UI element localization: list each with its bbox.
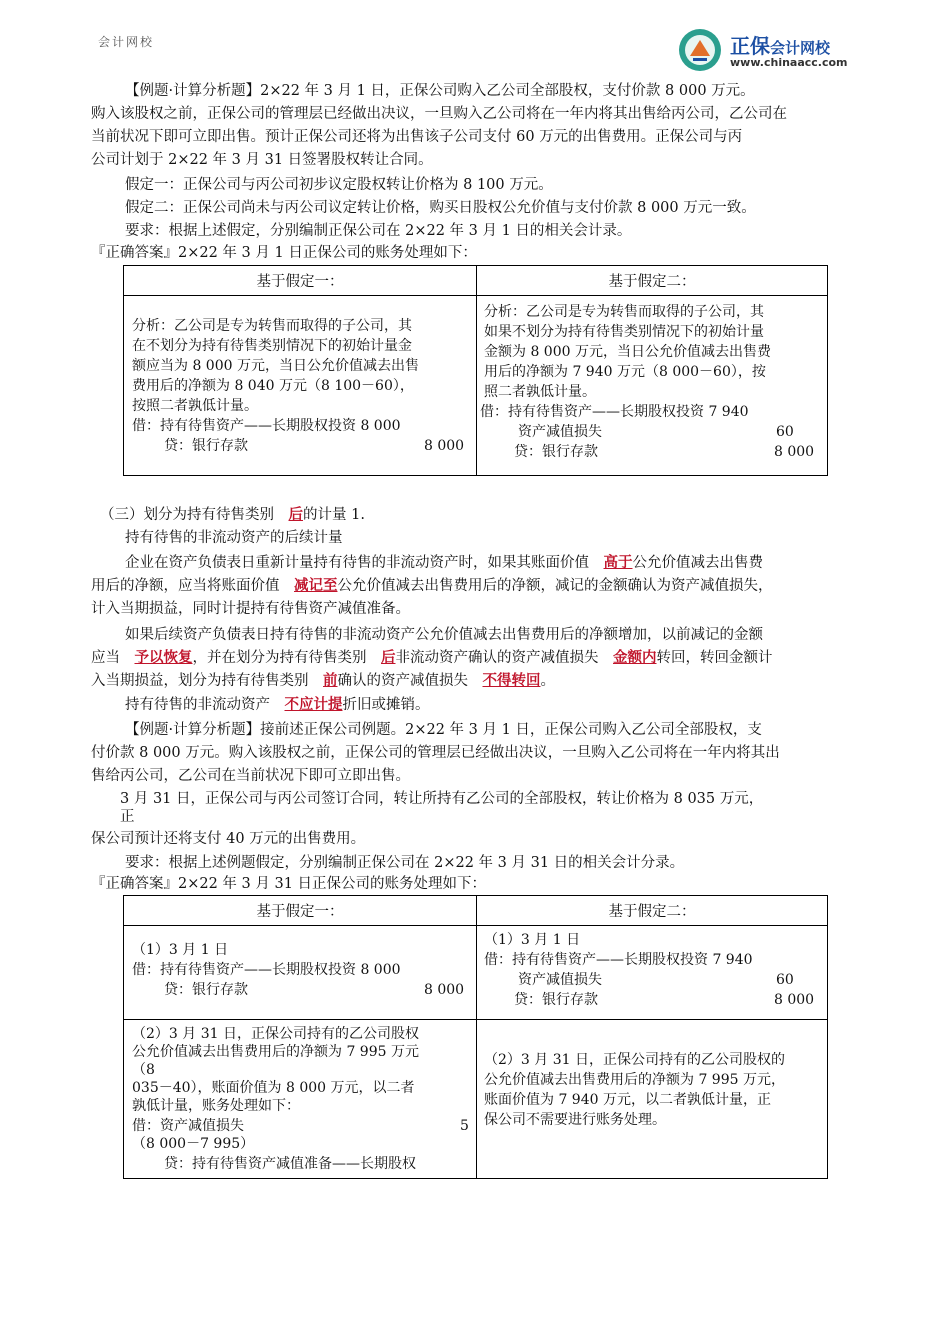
para2-line-2 xyxy=(91,647,773,669)
p1-keyword-writedown: 减记至 xyxy=(294,577,338,594)
t1l-credit: 贷：银行存款 xyxy=(164,438,248,454)
t1r-loss-amount: 60 xyxy=(776,424,794,440)
table1-header-left: 基于假定一： xyxy=(124,266,477,296)
para3 xyxy=(125,694,430,716)
section-title-post: 的计量 1. xyxy=(303,507,365,523)
para1-line-1 xyxy=(125,552,763,574)
ex2-line-6: 保公司预计还将支付 40 万元的出售费用。 xyxy=(91,831,366,847)
p2-text: 入当期损益，划分为持有待售类别 xyxy=(91,673,309,689)
table2-r2-right xyxy=(477,1020,828,1179)
t2-r1r-debit: 借：持有待售资产——长期股权投资 7 940 xyxy=(484,952,753,968)
table1-cell-left xyxy=(124,296,477,476)
p1-text: 企业在资产负债表日重新计量持有待售的非流动资产时，如果其账面价值 xyxy=(125,555,589,571)
ex2-requirement: 要求：根据上述例题假定，分别编制正保公司在 2×22 年 3 月 31 日的相关会计分录。 xyxy=(125,855,685,871)
t2-r2l-credit: 贷：持有待售资产减值准备——长期股权 xyxy=(164,1156,416,1172)
t2-r1l-debit: 借：持有待售资产——长期股权投资 8 000 xyxy=(132,962,401,978)
table1-header-right: 基于假定二： xyxy=(477,266,828,296)
p2-keyword-after: 后 xyxy=(381,649,396,666)
ex1-line-4: 公司计划于 2×22 年 3 月 31 日签署股权转让合同。 xyxy=(91,152,433,168)
p3-text: 折旧或摊销。 xyxy=(342,697,430,713)
p2-text: 。 xyxy=(540,673,555,689)
t1l-line: 在不划分为持有待售类别情况下的初始计量金 xyxy=(132,338,412,354)
p1-keyword-higher: 高于 xyxy=(603,554,633,571)
ex1-line-3: 当前状况下即可立即出售。预计正保公司还将为出售该子公司支付 60 万元的出售费用。正保公司与丙 xyxy=(91,129,743,145)
ex1-line-2: 购入该股权之前，正保公司的管理层已经做出决议，一旦购入乙公司将在一年内将其出售给丙公司，乙公司在 xyxy=(91,106,787,122)
table2-header-left: 基于假定一： xyxy=(124,896,477,926)
t1r-credit: 贷：银行存款 xyxy=(514,444,598,460)
t2-r2r-line: 公允价值减去出售费用后的净额为 7 995 万元， xyxy=(484,1072,785,1088)
ex1-assumption-1: 假定一：正保公司与丙公司初步议定股权转让价格为 8 100 万元。 xyxy=(125,177,553,193)
t2-r2r-line: 保公司不需要进行账务处理。 xyxy=(484,1112,666,1128)
section-title-pre: （三）划分为持有待售类别 xyxy=(100,507,274,523)
p1-text: 公允价值减去出售费 xyxy=(632,555,763,571)
para1-line-2 xyxy=(91,575,773,597)
p1-text: 公允价值减去出售费用后的净额，减记的金额确认为资产减值损失， xyxy=(337,578,773,594)
ex2-line-5: 正 xyxy=(120,809,135,825)
t1r-line: 照二者孰低计量。 xyxy=(484,384,596,400)
page-top-fragment: 会计网校 xyxy=(98,35,155,49)
t2-r2l-line: （2）3 月 31 日，正保公司持有的乙公司股权 xyxy=(132,1026,419,1042)
t1l-line: 分析：乙公司是专为转售而取得的子公司，其 xyxy=(132,318,412,334)
t2-r1r-loss-amount: 60 xyxy=(776,972,794,988)
t2-r2l-debit: 借：资产减值损失 xyxy=(132,1118,244,1134)
ex1-answer-title: 『正确答案』2×22 年 3 月 1 日正保公司的账务处理如下： xyxy=(91,245,477,261)
t2-r2l-line: 035－40），账面价值为 8 000 万元，以二者 xyxy=(132,1080,415,1096)
ex1-requirement: 要求：根据上述假定，分别编制正保公司在 2×22 年 3 月 1 日的相关会计录。 xyxy=(125,223,632,239)
answer-table-1 xyxy=(123,265,828,476)
para1-line-3: 计入当期损益，同时计提持有待售资产减值准备。 xyxy=(91,601,410,617)
p3-keyword-no-depreciation: 不应计提 xyxy=(284,696,343,713)
answer-table-2 xyxy=(123,895,828,1179)
t1l-line: 额应当为 8 000 万元，当日公允价值减去出售 xyxy=(132,358,419,374)
ex2-line-2: 付价款 8 000 万元。购入该股权之前，正保公司的管理层已经做出决议，一旦购入乙公司将在一年内将其出 xyxy=(91,745,780,761)
p2-text: 确认的资产减值损失 xyxy=(337,673,468,689)
t2-r1r-loss: 资产减值损失 xyxy=(518,972,602,988)
table2-r2-left xyxy=(124,1020,477,1179)
t1r-debit: 借：持有待售资产——长期股权投资 7 940 xyxy=(480,404,749,420)
logo-name: 正保 xyxy=(730,34,770,58)
para2-line-3 xyxy=(91,670,555,692)
t1r-line: 分析：乙公司是专为转售而取得的子公司，其 xyxy=(484,304,764,320)
t2-r1l-credit-amount: 8 000 xyxy=(424,982,465,998)
ex2-answer-title: 『正确答案』2×22 年 3 月 31 日正保公司的账务处理如下： xyxy=(91,876,487,892)
ex1-assumption-2: 假定二：正保公司尚未与丙公司议定转让价格，购买日股权公允价值与支付价款 8 000 万元一致。 xyxy=(125,200,756,216)
p1-text: 用后的净额，应当将账面价值 xyxy=(91,578,280,594)
p2-keyword-no-reversal: 不得转回 xyxy=(482,672,541,689)
ex1-line-1: 【例题·计算分析题】2×22 年 3 月 1 日，正保公司购入乙公司全部股权，支付价款 8 000 万元。 xyxy=(125,83,755,99)
t2-r1r-credit: 贷：银行存款 xyxy=(514,992,598,1008)
t1l-credit-amount: 8 000 xyxy=(424,438,465,454)
p2-text: 转回，转回金额计 xyxy=(656,650,773,666)
t2-r2l-line: （8 xyxy=(132,1062,155,1078)
t2-r1l-credit: 贷：银行存款 xyxy=(164,982,248,998)
t2-r2l-line: 公允价值减去出售费用后的净额为 7 995 万元 xyxy=(132,1044,419,1060)
brand-logo[interactable] xyxy=(678,24,888,74)
ex2-line-1: 【例题·计算分析题】接前述正保公司例题。2×22 年 3 月 1 日，正保公司购入乙公司全部股权，支 xyxy=(125,722,762,738)
t1r-credit-amount: 8 000 xyxy=(774,444,815,460)
t1r-line: 金额为 8 000 万元，当日公允价值减去出售费 xyxy=(484,344,771,360)
logo-title xyxy=(730,30,830,59)
p2-text: 非流动资产确认的资产减值损失 xyxy=(395,650,599,666)
t1r-loss: 资产减值损失 xyxy=(518,424,602,440)
t1l-line: 费用后的净额为 8 040 万元（8 100－60）， xyxy=(132,378,414,394)
para2-line-1: 如果后续资产负债表日持有待售的非流动资产公允价值减去出售费用后的净额增加，以前减记的金额 xyxy=(125,627,763,643)
p3-text: 持有待售的非流动资产 xyxy=(125,697,270,713)
logo-sub: 会计网校 xyxy=(770,39,831,57)
logo-url: www.chinaacc.com xyxy=(730,56,848,69)
p2-text: 应当 xyxy=(91,650,120,666)
t1l-line: 按照二者孰低计量。 xyxy=(132,398,258,414)
t2-r1r-line: （1）3 月 1 日 xyxy=(484,932,581,948)
t2-r2l-debit-amount: 5 xyxy=(460,1118,469,1134)
t2-r2l-calc: （8 000－7 995） xyxy=(132,1136,255,1152)
t2-r1r-credit-amount: 8 000 xyxy=(774,992,815,1008)
t2-r2r-line: 账面价值为 7 940 万元，以二者孰低计量，正 xyxy=(484,1092,771,1108)
t1r-line: 用后的净额为 7 940 万元（8 000－60），按 xyxy=(484,364,766,380)
ex2-line-4: 3 月 31 日，正保公司与丙公司签订合同，转让所持有乙公司的全部股权，转让价格为 8 035 万元， xyxy=(120,791,764,807)
section-subtitle: 持有待售的非流动资产的后续计量 xyxy=(125,530,343,546)
section-title xyxy=(100,504,365,526)
t1r-line: 如果不划分为持有待售类别情况下的初始计量 xyxy=(484,324,764,340)
table2-r1-left xyxy=(124,926,477,1020)
t2-r2l-line: 孰低计量，账务处理如下： xyxy=(132,1098,300,1114)
p2-keyword-restore: 予以恢复 xyxy=(134,649,193,666)
table1-cell-right xyxy=(477,296,828,476)
p2-keyword-before: 前 xyxy=(323,672,338,689)
logo-badge-icon xyxy=(678,28,722,72)
p2-keyword-amount: 金额内 xyxy=(613,649,657,666)
t1l-debit: 借：持有待售资产——长期股权投资 8 000 xyxy=(132,418,401,434)
p2-text: ，并在划分为持有待售类别 xyxy=(192,650,367,666)
ex2-line-3: 售给丙公司，乙公司在当前状况下即可立即出售。 xyxy=(91,768,410,784)
t2-r2r-line: （2）3 月 31 日，正保公司持有的乙公司股权的 xyxy=(484,1052,785,1068)
section-title-keyword: 后 xyxy=(288,506,303,523)
table2-header-right: 基于假定二： xyxy=(477,896,828,926)
table2-r1-right xyxy=(477,926,828,1020)
t2-r1l-line: （1）3 月 1 日 xyxy=(132,942,229,958)
